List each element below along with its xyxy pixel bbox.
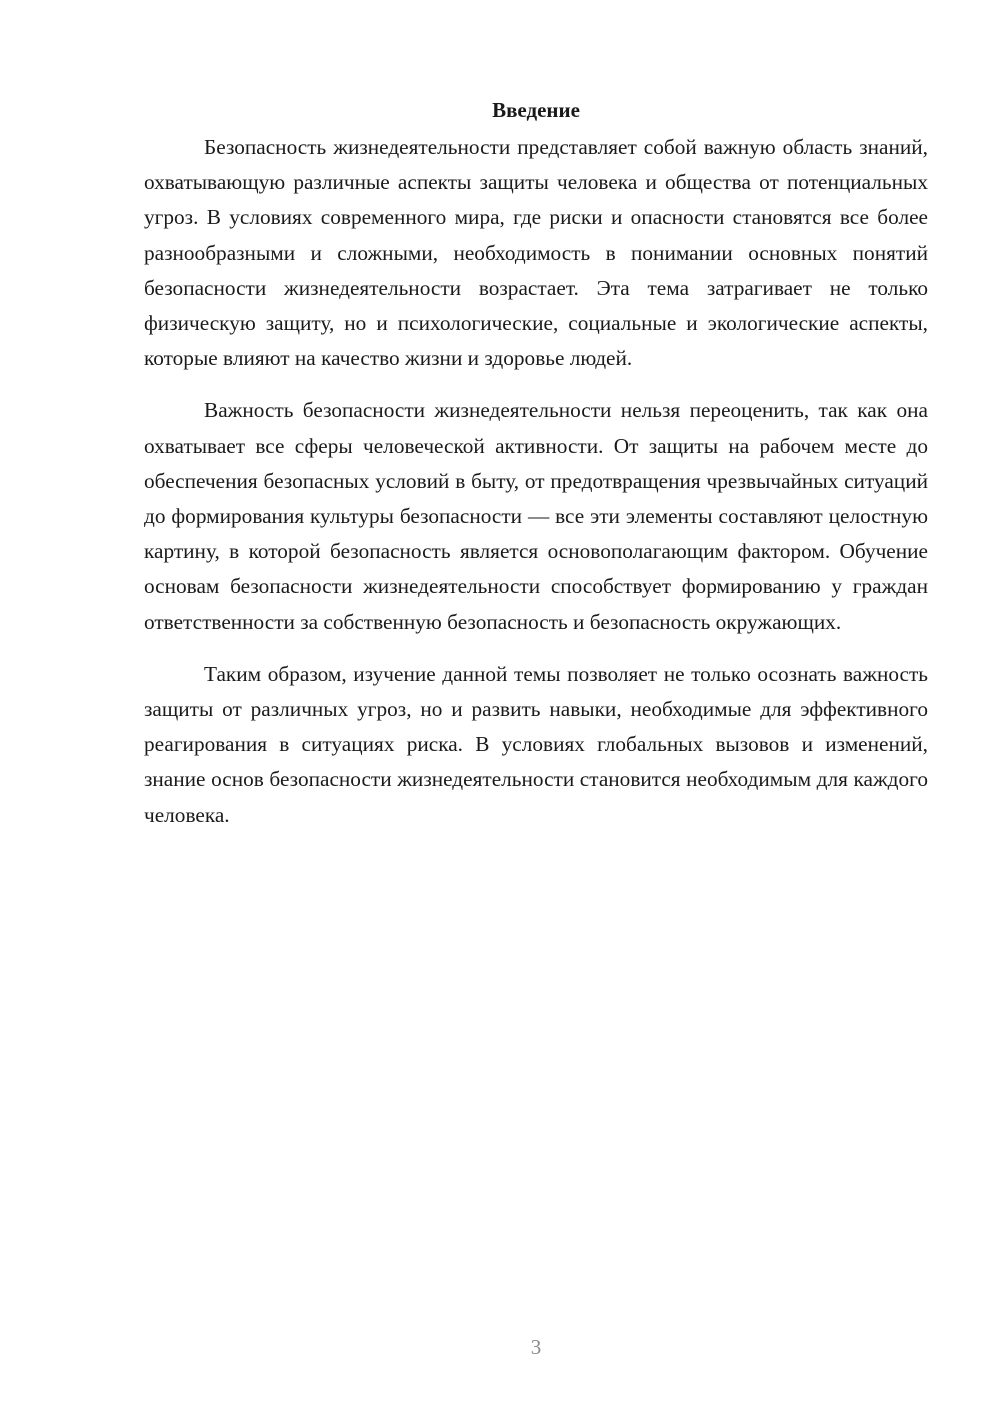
paragraph-3: Таким образом, изучение данной темы позволяет не только осознать важность защиты от различных угроз, но и развить навыки, необходимые для эффективного реагирования в ситуациях риска. В условиях глобальных вызовов и изменений, знание основ безопасности жизнедеятельности становится необходимым для каждого человека.: [144, 661, 928, 827]
section-heading: Введение: [492, 98, 580, 122]
page-content: [144, 92, 928, 833]
paragraph-1: Безопасность жизнедеятельности представляет собой важную область знаний, охватывающую различные аспекты защиты человека и общества от потенциальных угроз. В условиях современного мира, где риски и опасности становятся все более разнообразными и сложными, необходимость в понимании основных понятий безопасности жизнедеятельности возрастает. Эта тема затрагивает не только физическую защиту, но и психологические, социальные и экологические аспекты, которые влияют на качество жизни и здоровье людей.: [144, 135, 928, 371]
page-number: 3: [530, 1335, 542, 1359]
paragraph-2: Важность безопасности жизнедеятельности нельзя переоценить, так как она охватывает все сферы человеческой активности. От защиты на рабочем месте до обеспечения безопасных условий в быту, от предотвращения чрезвычайных ситуаций до формирования культуры безопасности — все эти элементы составляют целостную картину, в которой безопасность является основополагающим фактором. Обучение основам безопасности жизнедеятельности способствует формированию у граждан ответственности за собственную безопасность и безопасность окружающих.: [144, 398, 928, 634]
